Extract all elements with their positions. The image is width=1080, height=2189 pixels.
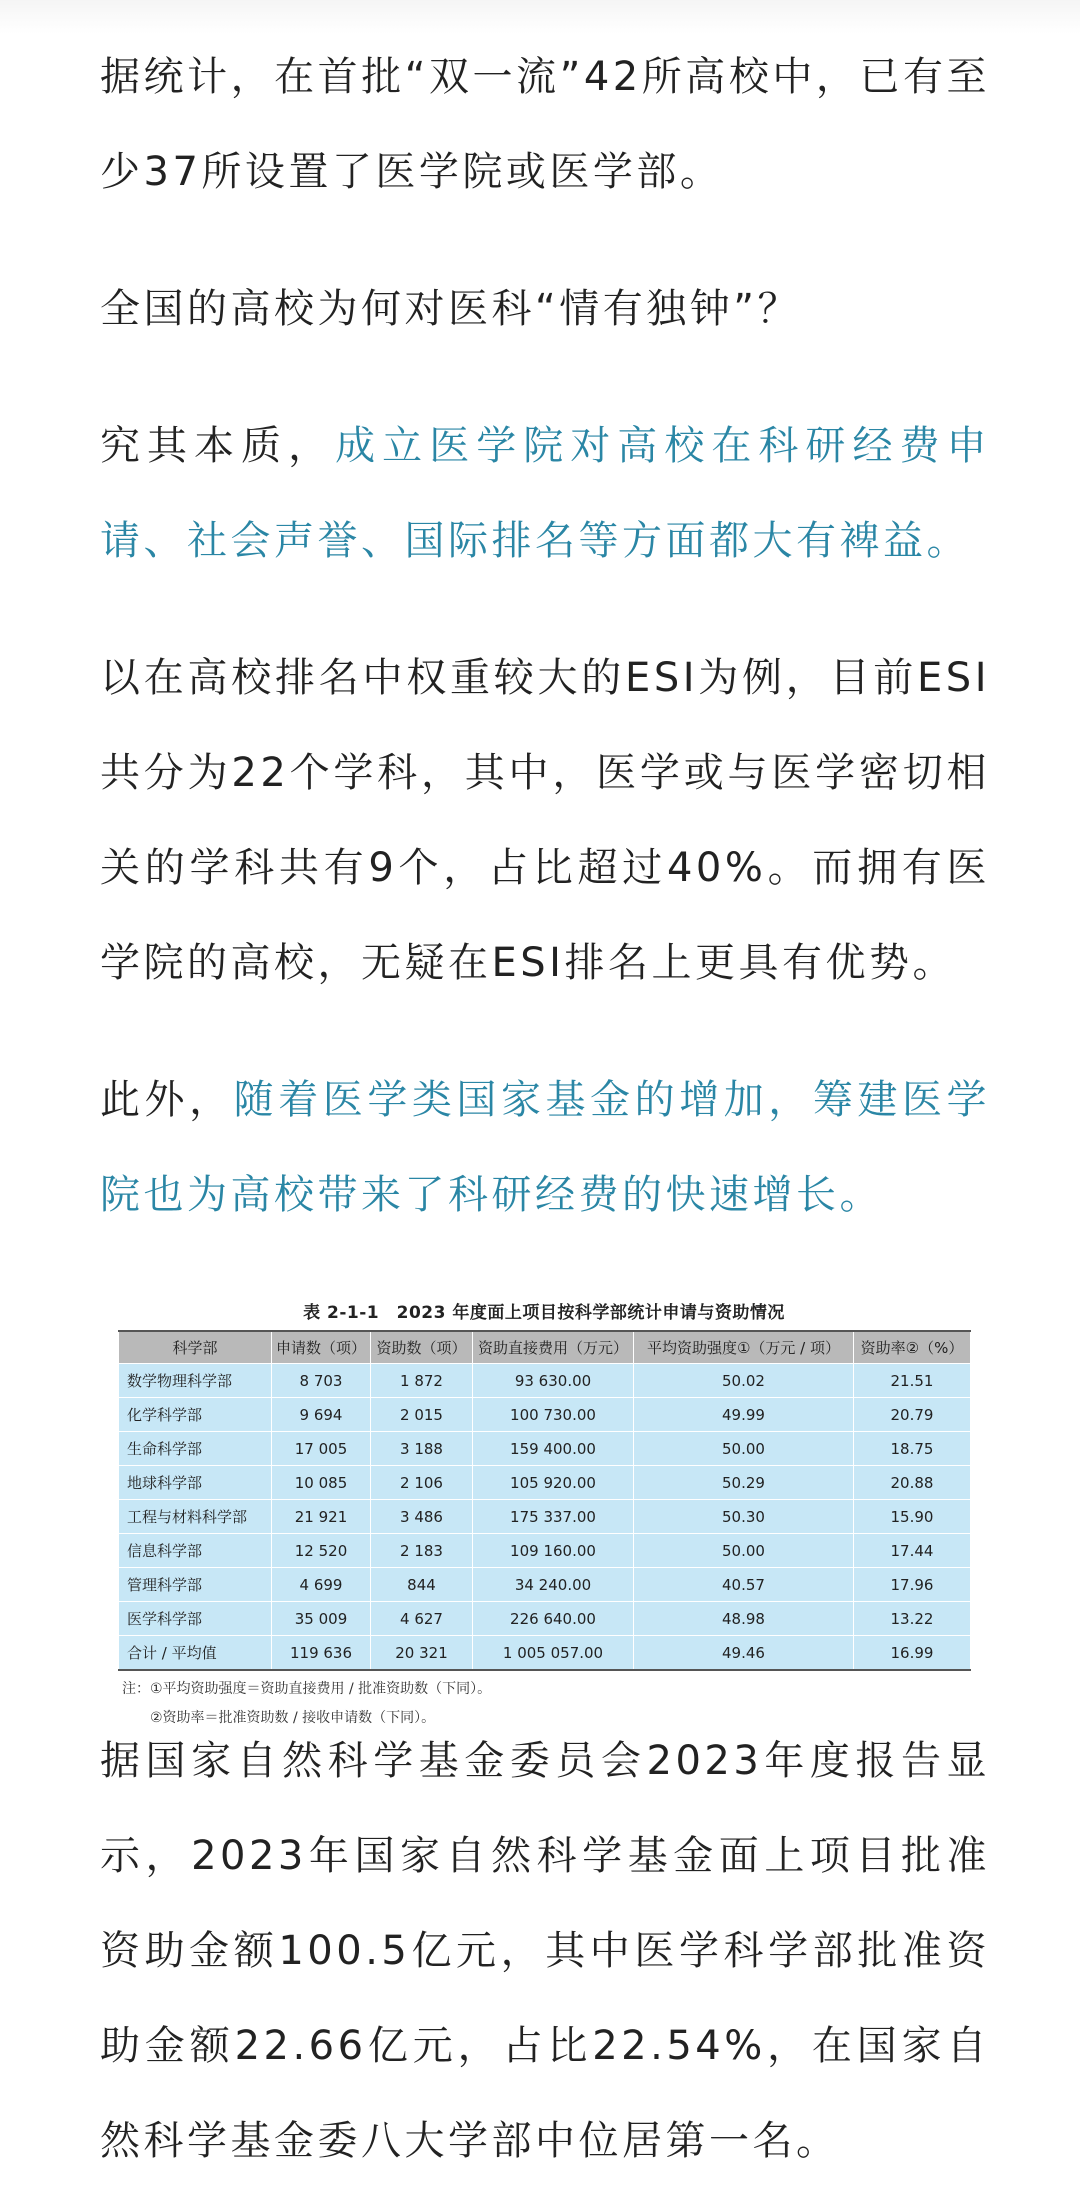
table-row-label: 生命科学部 bbox=[119, 1432, 272, 1466]
table-header-cell: 科学部 bbox=[119, 1331, 272, 1364]
table-cell: 34 240.00 bbox=[473, 1568, 634, 1602]
table-cell: 13.22 bbox=[854, 1602, 971, 1636]
table-cell: 21.51 bbox=[854, 1364, 971, 1398]
paragraph-text: 究其本质， bbox=[100, 423, 336, 469]
table-cell: 1 872 bbox=[371, 1364, 473, 1398]
highlight-text: 随着医学类国家基金的增加，筹建医学院也为高校带来了科研经费的快速增长。 bbox=[100, 1077, 991, 1218]
table-row bbox=[119, 1398, 971, 1432]
table-cell: 21 921 bbox=[272, 1500, 371, 1534]
article-body-bottom bbox=[100, 1714, 990, 2189]
table-header-cell: 申请数（项） bbox=[272, 1331, 371, 1364]
top-edge bbox=[0, 0, 1080, 34]
table-cell: 2 183 bbox=[371, 1534, 473, 1568]
table-row-label: 信息科学部 bbox=[119, 1534, 272, 1568]
table-row bbox=[119, 1568, 971, 1602]
paragraph-essence bbox=[100, 399, 990, 589]
table-cell: 17.44 bbox=[854, 1534, 971, 1568]
table-row bbox=[119, 1364, 971, 1398]
table-note-1: 注：①平均资助强度＝资助直接费用 / 批准资助数（下同）。 bbox=[122, 1681, 492, 1697]
paragraph-text: 全国的高校为何对医科“情有独钟”？ bbox=[100, 286, 801, 332]
table-cell: 17 005 bbox=[272, 1432, 371, 1466]
table-cell: 18.75 bbox=[854, 1432, 971, 1466]
table-cell: 48.98 bbox=[634, 1602, 854, 1636]
table-cell: 50.00 bbox=[634, 1432, 854, 1466]
table-cell: 20 321 bbox=[371, 1636, 473, 1671]
table-cell: 8 703 bbox=[272, 1364, 371, 1398]
table-row bbox=[119, 1466, 971, 1500]
article-body-top bbox=[100, 30, 990, 1243]
funding-table bbox=[118, 1330, 971, 1671]
table-cell: 50.02 bbox=[634, 1364, 854, 1398]
table-cell: 4 627 bbox=[371, 1602, 473, 1636]
table-row-label: 合计 / 平均值 bbox=[119, 1636, 272, 1671]
table-cell: 9 694 bbox=[272, 1398, 371, 1432]
table-row-label: 管理科学部 bbox=[119, 1568, 272, 1602]
table-row bbox=[119, 1636, 971, 1671]
table-cell: 4 699 bbox=[272, 1568, 371, 1602]
table-cell: 15.90 bbox=[854, 1500, 971, 1534]
paragraph-text: 此外， bbox=[100, 1077, 234, 1123]
table-cell: 50.30 bbox=[634, 1500, 854, 1534]
table-cell: 3 486 bbox=[371, 1500, 473, 1534]
table-row bbox=[119, 1602, 971, 1636]
table-cell: 105 920.00 bbox=[473, 1466, 634, 1500]
table-header-cell: 资助直接费用（万元） bbox=[473, 1331, 634, 1364]
paragraph-esi-stat bbox=[100, 30, 990, 220]
table-header-cell: 平均资助强度①（万元 / 项） bbox=[634, 1331, 854, 1364]
table-cell: 49.99 bbox=[634, 1398, 854, 1432]
table-cell: 109 160.00 bbox=[473, 1534, 634, 1568]
table-note-2: ②资助率＝批准资助数 / 接收申请数（下同）。 bbox=[150, 1710, 436, 1726]
table-cell: 40.57 bbox=[634, 1568, 854, 1602]
table-cell: 10 085 bbox=[272, 1466, 371, 1500]
table-row-label: 地球科学部 bbox=[119, 1466, 272, 1500]
paragraph-text: 据统计，在首批“双一流”42所高校中，已有至少37所设置了医学院或医学部。 bbox=[100, 54, 990, 195]
paragraph-esi-example bbox=[100, 631, 990, 1011]
table-cell: 2 015 bbox=[371, 1398, 473, 1432]
table-row-label: 数学物理科学部 bbox=[119, 1364, 272, 1398]
table-header-row bbox=[119, 1331, 971, 1364]
table-cell: 12 520 bbox=[272, 1534, 371, 1568]
table-cell: 119 636 bbox=[272, 1636, 371, 1671]
table-row-label: 工程与材料科学部 bbox=[119, 1500, 272, 1534]
table-header-cell: 资助数（项） bbox=[371, 1331, 473, 1364]
table-cell: 20.88 bbox=[854, 1466, 971, 1500]
table-cell: 3 188 bbox=[371, 1432, 473, 1466]
table-cell: 50.29 bbox=[634, 1466, 854, 1500]
table-cell: 35 009 bbox=[272, 1602, 371, 1636]
table-row-label: 化学科学部 bbox=[119, 1398, 272, 1432]
paragraph-question bbox=[100, 262, 990, 357]
paragraph-text: 据国家自然科学基金委员会2023年度报告显示，2023年国家自然科学基金面上项目批准资助金额100.5亿元，其中医学科学部批准资助金额22.66亿元，占比22.54%，在国家自然科学基金委八大学部中位居第一名。 bbox=[100, 1738, 990, 2164]
table-cell: 20.79 bbox=[854, 1398, 971, 1432]
table-cell: 226 640.00 bbox=[473, 1602, 634, 1636]
table-header-cell: 资助率②（%） bbox=[854, 1331, 971, 1364]
table-body bbox=[119, 1364, 971, 1671]
table-cell: 100 730.00 bbox=[473, 1398, 634, 1432]
table-cell: 175 337.00 bbox=[473, 1500, 634, 1534]
table-cell: 1 005 057.00 bbox=[473, 1636, 634, 1671]
table-cell: 844 bbox=[371, 1568, 473, 1602]
table-row-label: 医学科学部 bbox=[119, 1602, 272, 1636]
paragraph-text: 以在高校排名中权重较大的ESI为例，目前ESI共分为22个学科，其中，医学或与医学密切相关的学科共有9个，占比超过40%。而拥有医学院的高校，无疑在ESI排名上更具有优势。 bbox=[100, 655, 990, 986]
table-row bbox=[119, 1432, 971, 1466]
highlight-text: 成立医学院对高校在科研经费申请、社会声誉、国际排名等方面都大有裨益。 bbox=[100, 423, 991, 564]
table-cell: 159 400.00 bbox=[473, 1432, 634, 1466]
table-cell: 17.96 bbox=[854, 1568, 971, 1602]
table-row bbox=[119, 1534, 971, 1568]
table-row bbox=[119, 1500, 971, 1534]
paragraph-nsfc-report bbox=[100, 1714, 990, 2189]
table-figure bbox=[118, 1296, 970, 1733]
table-cell: 2 106 bbox=[371, 1466, 473, 1500]
paragraph-funding-growth bbox=[100, 1053, 990, 1243]
table-title: 表 2-1-1 2023 年度面上项目按科学部统计申请与资助情况 bbox=[303, 1303, 785, 1323]
table-cell: 93 630.00 bbox=[473, 1364, 634, 1398]
table-cell: 50.00 bbox=[634, 1534, 854, 1568]
table-cell: 49.46 bbox=[634, 1636, 854, 1671]
table-cell: 16.99 bbox=[854, 1636, 971, 1671]
